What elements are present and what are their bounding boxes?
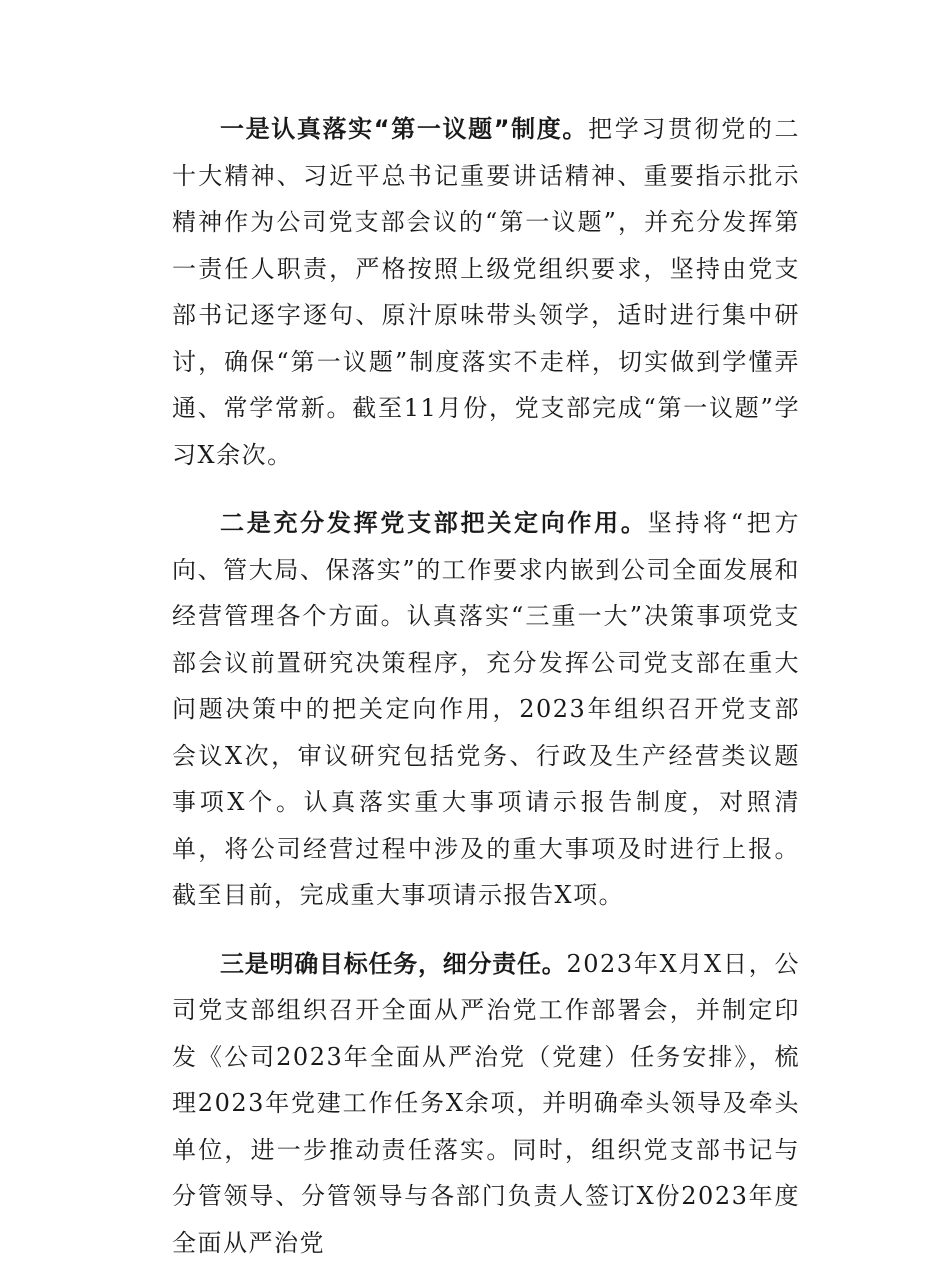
paragraph-heading: 二是充分发挥党支部把关定向作用。 bbox=[220, 509, 648, 537]
paragraph-text: 把学习贯彻党的二十大精神、习近平总书记重要讲话精神、重要指示批示精神作为公司党支部会议的“第一议题”，并充分发挥第一责任人职责，严格按照上级党组织要求，坚持由党支部书记逐字逐句、原汁原味带头领学，适时进行集中研讨，确保“第一议题”制度落实不走样，切实做到学懂弄通、常学常新。截至11月份，党支部完成“第一议题”学习X余次。 bbox=[172, 115, 801, 469]
paragraph-party-branch-role bbox=[172, 500, 800, 919]
paragraph-target-tasks bbox=[172, 941, 800, 1267]
paragraph-heading: 一是认真落实“第一议题”制度。 bbox=[220, 115, 589, 143]
paragraph-text: 坚持将“把方向、管大局、保落实”的工作要求内嵌到公司全面发展和经营管理各个方面。认真落实“三重一大”决策事项党支部会议前置研究决策程序，充分发挥公司党支部在重大问题决策中的把关定向作用，2023年组织召开党支部会议X次，审议研究包括党务、行政及生产经营类议题事项X个。认真落实重大事项请示报告制度，对照清单，将公司经营过程中涉及的重大事项及时进行上报。截至目前，完成重大事项请示报告X项。 bbox=[172, 509, 801, 909]
paragraph-text: 2023年X月X日，公司党支部组织召开全面从严治党工作部署会，并制定印发《公司2023年全面从严治党（党建）任务安排》，梳理2023年党建工作任务X余项，并明确牵头领导及牵头单位，进一步推动责任落实。同时，组织党支部书记与分管领导、分管领导与各部门负责人签订X份2023年度全面从严治党 bbox=[172, 949, 800, 1257]
paragraph-heading: 三是明确目标任务，细分责任。 bbox=[220, 949, 567, 978]
document-body bbox=[172, 106, 800, 1288]
paragraph-first-agenda bbox=[172, 106, 800, 478]
